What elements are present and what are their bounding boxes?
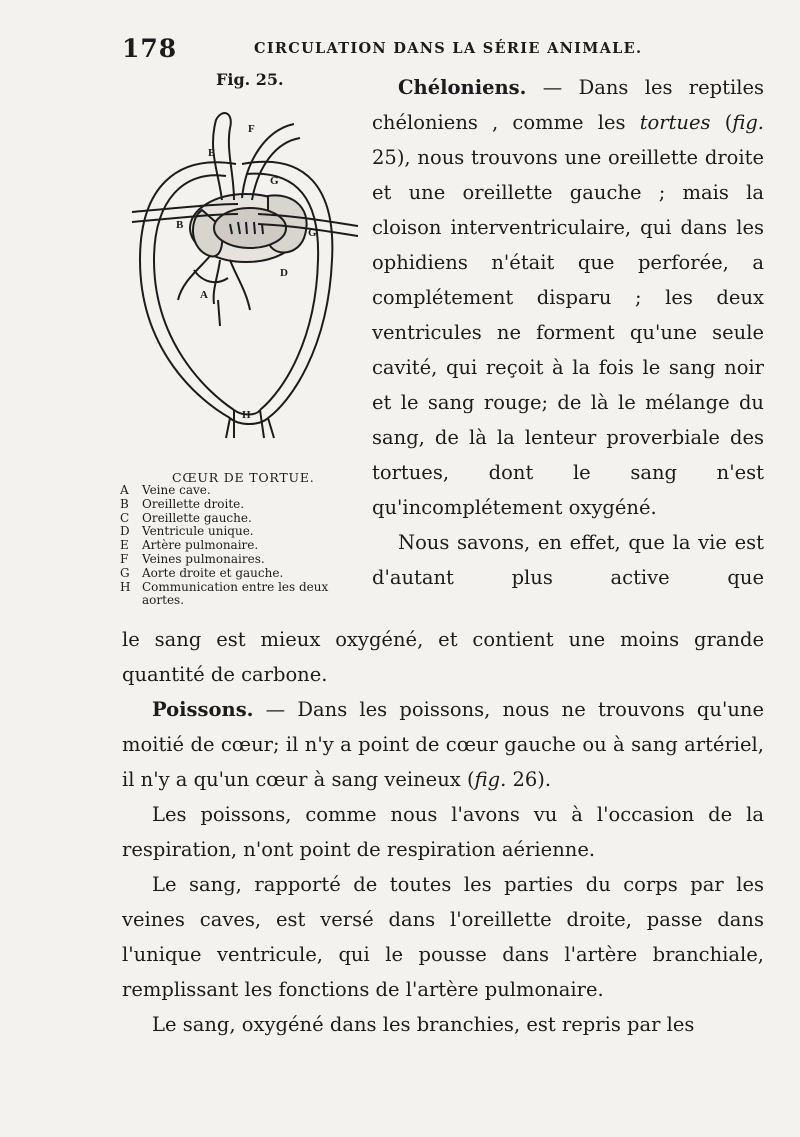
- legend-key: C: [120, 510, 130, 525]
- drawing-letter-g-top: G: [270, 175, 279, 187]
- drawing-letter-g-right: G: [308, 227, 317, 239]
- legend-item: [120, 512, 368, 526]
- paragraph-respiration: Les poissons, comme nous l'avons vu à l'occasion de la respiration, n'ont point de respiration aérienne.: [122, 803, 764, 861]
- text-run: 26).: [506, 768, 552, 791]
- legend-text: Oreillette droite.: [142, 496, 245, 511]
- legend-text: Veine cave.: [142, 483, 211, 497]
- legend-text: Aorte droite et gauche.: [142, 565, 284, 580]
- figure-legend: [120, 484, 368, 608]
- paragraph-poissons: [122, 692, 764, 797]
- page-header: [122, 34, 762, 64]
- paragraph-nous-savons-end: le sang est mieux oxygéné, et contient une moins grande quantité de carbone.: [122, 628, 764, 686]
- drawing-letter-d: D: [280, 267, 288, 279]
- legend-key: D: [120, 524, 130, 539]
- text-run: 25), nous trouvons une oreillette droite et une oreillette gauche ; mais la cloison interventriculaire, qui dans les ophidiens n'était que perforée, a complétement disparu ; les deux ventricules ne forment qu'une seule cavité, qui reçoit à la fois le sang noir et le sang rouge; de là le mélange du sang, de là la lenteur proverbiale des tortues, dont le sang n'est qu'incomplétement oxygéné.: [372, 146, 764, 519]
- italic-run: fig.: [732, 111, 764, 134]
- text-run: — Dans les reptiles chéloniens , comme les: [372, 76, 764, 134]
- legend-text: Veines pulmonaires.: [142, 551, 265, 566]
- legend-key: H: [120, 579, 131, 594]
- legend-key: B: [120, 496, 129, 511]
- italic-run: tortues: [639, 111, 711, 134]
- legend-text: Oreillette gauche.: [142, 510, 252, 525]
- text-column-full-width: [122, 622, 764, 1042]
- paragraph-branchies: Le sang, oxygéné dans les branchies, est repris par les: [152, 1013, 695, 1036]
- legend-item: [120, 581, 368, 609]
- text-run: — Dans les poissons, nous ne trouvons qu'une moitié de cœur; il n'y a point de cœur gauche ou à sang artériel, il n'y a qu'un cœur à sang veineux (: [122, 698, 764, 791]
- legend-text: Communication entre les deux aortes.: [142, 579, 329, 608]
- drawing-letter-e: E: [208, 147, 216, 159]
- legend-text: Ventricule unique.: [142, 524, 254, 539]
- drawing-letter-b: B: [176, 219, 184, 231]
- legend-item: [120, 539, 368, 553]
- paragraph-cheloniens: [372, 70, 764, 525]
- page-number: 178: [122, 34, 178, 63]
- drawing-letter-h: H: [242, 409, 251, 421]
- figure-title: CŒUR DE TORTUE.: [172, 470, 315, 485]
- legend-key: E: [120, 538, 129, 553]
- legend-item: [120, 553, 368, 567]
- paragraph-nous-savons-start: Nous savons, en effet, que la vie est d'autant plus active que: [372, 531, 764, 589]
- section-heading-poissons: Poissons.: [152, 698, 254, 721]
- legend-item: [120, 484, 368, 498]
- legend-text: Artère pulmonaire.: [142, 538, 259, 553]
- section-heading-cheloniens: Chéloniens.: [398, 76, 527, 99]
- figure-turtle-heart: [118, 62, 368, 622]
- text-run: (: [710, 111, 733, 134]
- legend-key: F: [120, 551, 129, 566]
- legend-item: [120, 498, 368, 512]
- italic-run: fig.: [474, 768, 507, 791]
- legend-key: G: [120, 565, 130, 580]
- legend-key: A: [120, 483, 129, 497]
- drawing-letter-a: A: [200, 289, 208, 301]
- running-head: CIRCULATION DANS LA SÉRIE ANIMALE.: [254, 40, 643, 57]
- figure-label: Fig. 25.: [216, 70, 284, 89]
- drawing-letter-f: F: [248, 123, 255, 135]
- legend-item: [120, 525, 368, 539]
- turtle-heart-drawing: [118, 100, 368, 470]
- legend-item: [120, 567, 368, 581]
- text-column-beside-figure: [372, 70, 764, 595]
- paragraph-circulation: Le sang, rapporté de toutes les parties du corps par les veines caves, est versé dans l'oreillette droite, passe dans l'unique ventricule, qui le pousse dans l'artère branchiale, remplissant les fonctions de l'artère pulmonaire.: [122, 873, 764, 1001]
